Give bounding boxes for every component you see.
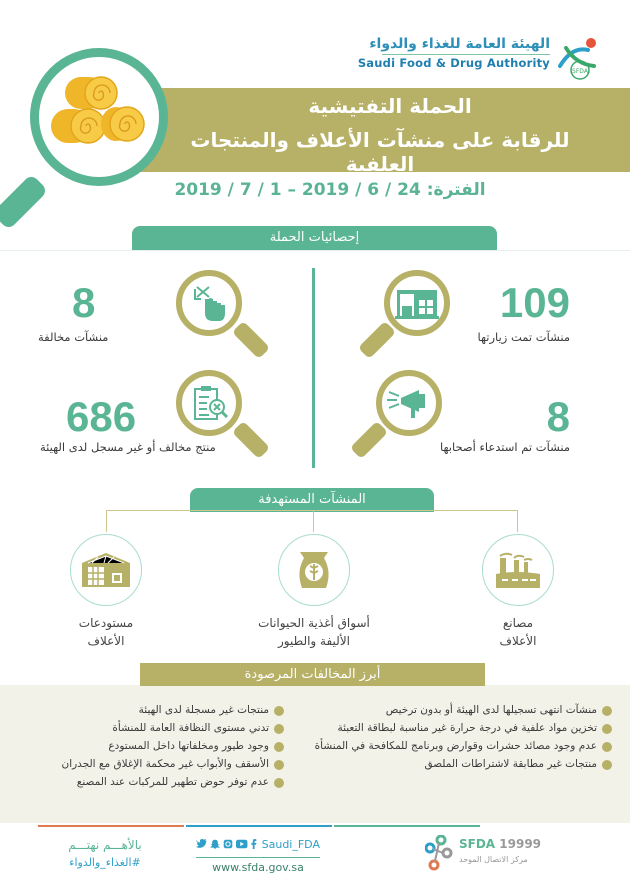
violation-text: عدم توفر حوض تطهير للمركبات عند المصنع <box>76 776 269 788</box>
connector-drop <box>517 510 518 532</box>
stat-value: 686 <box>66 393 137 440</box>
violation-item <box>22 776 284 788</box>
logo-badge-text: SFDA <box>572 68 588 75</box>
violation-item <box>22 740 284 752</box>
target-label-line1: مصانع <box>502 616 534 630</box>
targets-section-header: المنشآت المستهدفة <box>190 488 434 512</box>
magnifier-ring <box>176 370 242 436</box>
magnifier-ring <box>384 270 450 336</box>
bullet-icon <box>274 760 284 770</box>
target-circle <box>70 534 142 606</box>
target-label-line2: الأليفة والطيور <box>277 634 351 648</box>
hotline-caption: مركز الاتصال الموحد <box>459 855 528 864</box>
stat-value: 109 <box>499 279 570 326</box>
magnifier-handle <box>358 321 396 359</box>
stat-label: منشآت تم استدعاء أصحابها <box>439 440 570 454</box>
stats-divider <box>312 268 315 468</box>
target-label-line2: الأعلاف <box>499 634 537 648</box>
storage-warehouse-icon <box>82 551 130 589</box>
org-name-english: Saudi Food & Drug Authority <box>357 56 550 70</box>
facebook-icon[interactable] <box>251 837 257 851</box>
stat-value: 8 <box>72 279 96 326</box>
magnifier-handle <box>232 321 270 359</box>
stat-item-summoned <box>330 366 630 466</box>
stat-item-visited <box>330 262 630 362</box>
hay-bales-magnifier-icon <box>39 57 159 177</box>
violations-left-column <box>22 704 284 788</box>
warehouse-icon <box>395 286 439 320</box>
snapchat-icon[interactable] <box>210 837 220 851</box>
bullet-icon <box>602 742 612 752</box>
hotline <box>425 835 575 875</box>
bullet-icon <box>274 742 284 752</box>
stat-label: منتج مخالف أو غير مسجل لدى الهيئة <box>40 440 216 454</box>
footer-accent-blue <box>186 825 332 827</box>
instagram-icon[interactable] <box>223 837 233 851</box>
violation-text: الأسقف والأبواب غير محكمة الإغلاق مع الجدران <box>61 758 269 770</box>
hand-x-icon <box>189 283 229 323</box>
bullet-icon <box>602 724 612 734</box>
youtube-icon[interactable] <box>236 838 247 850</box>
stat-label: منشآت تمت زيارتها <box>477 330 570 344</box>
footer-accent-orange <box>38 825 184 827</box>
footer-hashtag[interactable]: #الغذاء_والدواء <box>69 856 141 869</box>
violation-item <box>312 722 612 734</box>
violation-text: منتجات غير مسجلة لدى الهيئة <box>138 704 269 716</box>
stat-value: 8 <box>546 393 570 440</box>
contact-center-icon <box>425 835 453 871</box>
target-circle <box>482 534 554 606</box>
clipboard-x-icon <box>189 383 229 423</box>
violation-item <box>312 704 612 716</box>
campaign-subtitle: للرقابة على منشآت الأعلاف والمنتجات العلفية <box>190 128 570 176</box>
stats-section-header: إحصائيات الحملة <box>132 226 497 250</box>
target-item-factories <box>460 534 576 650</box>
footer-slogan: بالأهـــم نهتـــم <box>68 838 142 852</box>
target-item-feed-markets <box>236 534 392 650</box>
stat-label: منشآت مخالفة <box>38 330 109 344</box>
magnifier-handle <box>232 421 270 459</box>
violation-item <box>312 758 612 770</box>
target-label-line1: أسواق أغذية الحيوانات <box>258 616 370 630</box>
social-divider <box>196 857 320 858</box>
stat-item-violating <box>0 262 310 362</box>
megaphone-icon <box>387 386 431 420</box>
violation-text: منشآت انتهى تسجيلها لدى الهيئة أو بدون ترخيص <box>385 704 597 716</box>
target-label-line1: مستودعات <box>78 616 134 630</box>
bullet-icon <box>274 778 284 788</box>
violation-item <box>22 704 284 716</box>
bullet-icon <box>602 706 612 716</box>
bullet-icon <box>274 706 284 716</box>
sfda-logo-icon <box>554 36 600 82</box>
hero-magnifier <box>30 48 168 186</box>
org-name-arabic: الهيئة العامة للغذاء والدواء <box>369 36 550 52</box>
connector-drop <box>313 510 314 532</box>
twitter-icon[interactable] <box>196 837 207 851</box>
feed-sack-icon <box>294 548 334 592</box>
violation-text: تدني مستوى النظافة العامة للمنشأة <box>112 722 269 734</box>
violation-text: وجود طيور ومخلفاتها داخل المستودع <box>108 740 269 752</box>
hotline-name: SFDA <box>459 837 496 851</box>
target-circle <box>278 534 350 606</box>
hotline-number[interactable]: 19999 <box>499 837 542 851</box>
violations-right-column <box>312 704 612 770</box>
target-item-warehouses <box>48 534 164 650</box>
social-links <box>196 834 320 854</box>
bullet-icon <box>602 760 612 770</box>
violations-section-header: أبرز المخالفات المرصودة <box>140 663 485 686</box>
magnifier-ring <box>376 370 442 436</box>
hero-magnifier-handle <box>0 174 48 231</box>
website-link[interactable]: www.sfda.gov.sa <box>212 861 304 874</box>
magnifier-handle <box>350 421 388 459</box>
bullet-icon <box>274 724 284 734</box>
logo-divider <box>382 54 550 55</box>
campaign-title: الحملة التفتيشية <box>308 94 472 118</box>
factory-icon <box>496 550 540 590</box>
violation-item <box>22 722 284 734</box>
stats-section-line <box>0 250 630 251</box>
violation-item <box>312 740 612 752</box>
violation-text: منتجات غير مطابقة لاشتراطات الملصق <box>424 758 597 770</box>
targets-connector-line <box>106 510 518 511</box>
magnifier-ring <box>176 270 242 336</box>
campaign-period: الفترة: 24 / 6 / 2019 – 1 / 7 / 2019 <box>174 180 486 200</box>
violation-item <box>22 758 284 770</box>
footer-accent-green <box>334 825 480 827</box>
violation-text: عدم وجود مصائد حشرات وقوارض وبرنامج للمكافحة في المنشأة <box>314 740 597 752</box>
target-label-line2: الأعلاف <box>87 634 125 648</box>
stat-item-products <box>0 366 310 466</box>
violation-text: تخزين مواد علفية في درجة حرارة غير مناسبة لبطاقة التعبئة <box>337 722 597 734</box>
social-handle[interactable]: Saudi_FDA <box>261 837 320 851</box>
connector-drop <box>106 510 107 532</box>
